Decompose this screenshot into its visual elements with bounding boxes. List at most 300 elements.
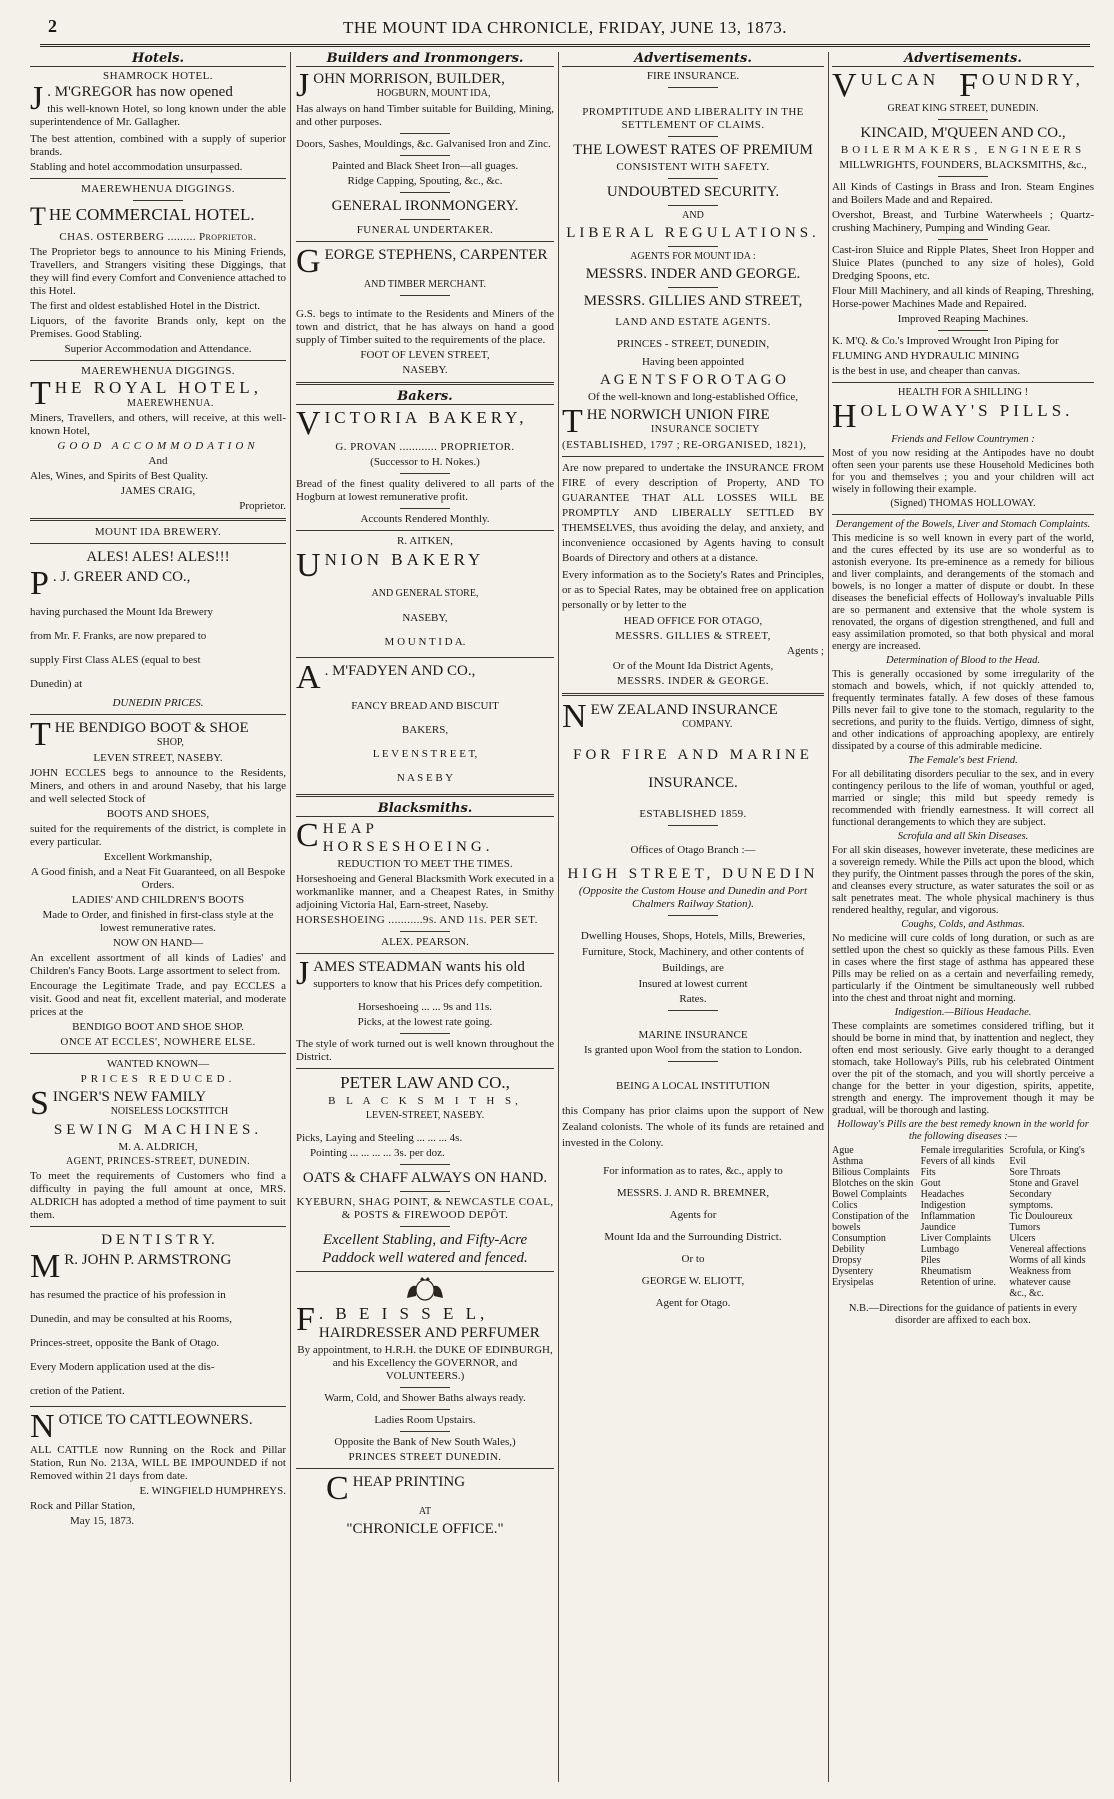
- list-item: Sore Throats: [1009, 1167, 1061, 1178]
- royal-crest-icon: [403, 1276, 447, 1302]
- drop-cap: V: [832, 70, 857, 101]
- ad-body: LADIES' AND CHILDREN'S BOOTS: [71, 894, 245, 906]
- ad-title: PETER LAW AND CO.,: [340, 1073, 510, 1092]
- victoria-bakery-ad: [296, 408, 554, 526]
- cattle-notice-ad: [30, 1411, 286, 1528]
- ad-body: Is granted upon Wool from the station to London.: [584, 1044, 802, 1056]
- list-item: Inflammation: [920, 1211, 976, 1222]
- ad-body: To meet the requirements of Customers who find a difficulty in paying the full amount at once, MRS. ALDRICH has adopted a method of time payment to suit them.: [30, 1170, 286, 1221]
- divider: [400, 1164, 450, 1165]
- divider: [668, 178, 718, 179]
- spacer: [562, 1015, 824, 1027]
- ad-body: Flour Mill Machinery, and all kinds of Reaping, Threshing, Horse-power Machines Made and Repaired.: [832, 285, 1094, 310]
- ad-body: KYEBURN, SHAG POINT, & NEWCASTLE COAL, & POSTS & FIREWOOD DEPÔT.: [296, 1196, 554, 1221]
- diseases-column-2: [921, 1145, 1006, 1299]
- list-item: Ague: [832, 1145, 854, 1156]
- ad-body: K. M'Q. & Co.'s Improved Wrought Iron Piping for: [832, 335, 1059, 347]
- section-heading: Hotels.: [30, 52, 286, 67]
- ad-title: . J. GREER AND CO.,: [52, 569, 191, 585]
- ad-body: By appointment, to H.R.H. the DUKE OF EDINBURGH, and his Excellency the GOVERNOR, and VOLUNTEERS.): [297, 1344, 553, 1382]
- proprietor-line: CHAS. OSTERBERG ......... Proprietor.: [59, 231, 257, 243]
- ad-subtitle: NOISELESS LOCKSTITCH: [110, 1106, 229, 1117]
- ad-title: . B E I S S E L,: [318, 1304, 489, 1323]
- ad-body: Superior Accommodation and Attendance.: [64, 343, 252, 355]
- ad-body: CONSISTENT WITH SAFETY.: [616, 161, 770, 173]
- list-item: Weakness from whatever cause: [1009, 1266, 1072, 1288]
- ad-body: These complaints are sometimes considered trifling, but it should be borne in mind that, by inattention and neglect, they often end most seriously. Give early thought to a deranged stomach, take Holloway's Pills, rub his celebrated Ointment over the pit of the stomach, and you will shortly perceive a change for the better in your digestion, spirits, appetite, strength and energy. The improvement though it may be gradual, will be thorough and lasting.: [832, 1021, 1094, 1116]
- ad-body: And: [148, 455, 168, 467]
- spacer: [562, 92, 824, 104]
- ad-body: Ales, Wines, and Spirits of Best Quality.: [30, 470, 208, 482]
- spacer: [562, 794, 824, 806]
- ad-title: HEAP HORSESHOEING.: [322, 821, 494, 855]
- list-item: Gout: [920, 1178, 941, 1189]
- ad-body: LAND AND ESTATE AGENTS.: [615, 316, 771, 328]
- ad-body: FUNERAL UNDERTAKER.: [356, 224, 494, 236]
- divider: [400, 1033, 450, 1034]
- drop-cap: G: [296, 246, 321, 277]
- ad-heading: SHAMROCK HOTEL.: [103, 70, 213, 82]
- list-item: Bowel Complaints: [832, 1189, 907, 1200]
- drop-cap: C: [296, 820, 319, 854]
- ad-body: Mount Ida and the Surrounding District.: [604, 1231, 782, 1243]
- ad-body: Friends and Fellow Countrymen :: [891, 434, 1035, 445]
- royal-hotel-ad: [30, 365, 286, 513]
- drop-cap: T: [30, 378, 51, 410]
- ad-body: FOOT OF LEVEN STREET,: [360, 349, 490, 361]
- ad-body: BEING A LOCAL INSTITUTION: [616, 1080, 770, 1092]
- spacer: [562, 766, 824, 772]
- list-item: Stone and Gravel: [1009, 1178, 1079, 1189]
- spacer: [296, 1124, 554, 1130]
- drop-cap: P: [30, 568, 49, 599]
- cheap-printing-ad: [296, 1473, 554, 1538]
- ad-body: HORSESHOEING ...........9s. AND 11s. PER SET.: [296, 914, 538, 926]
- ad-title: R. JOHN P. ARMSTRONG: [64, 1252, 232, 1268]
- ad-body: THE LOWEST RATES OF PREMIUM: [573, 142, 813, 158]
- ad-body: Has always on hand Timber suitable for Building, Mining, and other purposes.: [296, 103, 554, 128]
- masthead-rule: [40, 44, 1090, 47]
- list-item: Piles: [920, 1255, 941, 1266]
- divider: [30, 360, 286, 361]
- divider: [400, 1387, 450, 1388]
- ad-subtitle: MAEREWHENUA.: [127, 398, 214, 409]
- list-item: Lumbago: [920, 1244, 959, 1255]
- ad-title: . M'FADYEN AND CO.,: [324, 663, 476, 679]
- ad-body: Cast-iron Sluice and Ripple Plates, Sheet Iron Hopper and Sluice Plates (punched to any size of holes), Gold Dredging Spoons, etc.: [832, 244, 1094, 282]
- drop-cap: J: [296, 70, 310, 101]
- spacer: [296, 993, 554, 999]
- ad-subtitle: SHOP,: [156, 737, 184, 748]
- ad-subhead: Coughs, Colds, and Asthmas.: [901, 919, 1025, 930]
- diseases-column-3: [1009, 1145, 1094, 1299]
- ad-heading: MAEREWHENUA DIGGINGS.: [81, 365, 235, 377]
- ad-body: M O U N T I D A.: [384, 636, 466, 648]
- divider: [30, 1226, 286, 1227]
- ad-body: Miners, Travellers, and others, will receive, at this well-known Hotel,: [30, 412, 286, 437]
- ad-body: MESSRS. INDER & GEORGE.: [617, 675, 769, 687]
- ad-body: The first and oldest established Hotel in the District.: [30, 300, 261, 312]
- ad-body: The Proprietor begs to announce to his Mining Friends, Travellers, and Strangers visiting these Diggings, that they will find every Comfort and Convenience attached to this Hotel.: [30, 246, 286, 297]
- divider: [296, 1068, 554, 1069]
- peter-law-ad: [296, 1073, 554, 1267]
- divider: [296, 241, 554, 242]
- section-heading: Advertisements.: [832, 52, 1094, 67]
- divider: [30, 714, 286, 715]
- ad-body: Warm, Cold, and Shower Baths always ready.: [324, 1392, 526, 1404]
- ad-body: WANTED KNOWN—: [106, 1058, 210, 1070]
- ad-body: Excellent Workmanship,: [103, 851, 213, 863]
- ad-body: Or to: [681, 1253, 705, 1265]
- singer-machines-ad: [30, 1058, 286, 1222]
- list-item: Jaundice: [920, 1222, 956, 1233]
- ad-body: BAKERS,: [401, 724, 449, 736]
- ad-subtitle: AND GENERAL STORE,: [371, 588, 479, 599]
- ad-body: GOOD ACCOMMODATION: [57, 440, 259, 452]
- drop-cap: T: [30, 205, 46, 229]
- ad-body: BOILERMAKERS, ENGINEERS: [840, 144, 1086, 156]
- ad-body: Are now prepared to undertake the INSURANCE FROM FIRE of every description of Property, AND TO GUARANTEE THAT ALL LOSSES WILL BE PROMPTLY AND LIBERALLY SETTLED BY THEMSELVES, thus avoiding the delay, and anxiety, and inconvenience occasioned by Agents having to consult Boards of Directory and others at a distance.: [562, 462, 824, 564]
- ad-body: MILLWRIGHTS, FOUNDERS, BLACKSMITHS, &c.,: [839, 159, 1087, 171]
- ad-body: cretion of the Patient.: [30, 1385, 125, 1397]
- signature: JAMES CRAIG,: [120, 485, 196, 497]
- divider: [832, 514, 1094, 515]
- section-heading: Advertisements.: [562, 52, 824, 67]
- divider: [133, 200, 183, 201]
- ad-title: EW ZEALAND INSURANCE: [590, 702, 778, 718]
- ad-body: R. AITKEN,: [397, 535, 453, 547]
- ad-body: LEVEN STREET, NASEBY.: [93, 752, 223, 764]
- divider: [668, 246, 718, 247]
- page-number: 2: [48, 16, 58, 36]
- mcfadyen-bakers-ad: [296, 662, 554, 789]
- list-item: Dropsy: [832, 1255, 862, 1266]
- column-divider: [828, 52, 829, 1782]
- ad-subtitle: HOGBURN, MOUNT IDA,: [376, 88, 491, 99]
- ad-body: Agent for Otago.: [655, 1297, 731, 1309]
- divider: [30, 1406, 286, 1407]
- drop-cap: N: [562, 701, 587, 732]
- divider: [400, 508, 450, 509]
- divider: [832, 382, 1094, 383]
- drop-cap: V: [296, 408, 321, 439]
- masthead: [40, 14, 1090, 40]
- ad-body: PRINCES STREET DUNEDIN.: [348, 1451, 502, 1463]
- ad-body: PROMPTITUDE AND LIBERALITY IN THE SETTLEMENT OF CLAIMS.: [582, 106, 804, 131]
- ad-title: ICTORIA BAKERY,: [324, 408, 528, 427]
- list-item: Fevers of all kinds: [920, 1156, 995, 1167]
- ad-body: L E V E N S T R E E T,: [372, 748, 478, 760]
- ad-body: Stabling and hotel accommodation unsurpassed.: [30, 161, 243, 173]
- morrison-builder-ad: [296, 70, 554, 237]
- ad-title: HE COMMERCIAL HOTEL.: [48, 205, 255, 224]
- divider: [30, 1053, 286, 1054]
- ad-footnote: N.B.—Directions for the guidance of patients in every disorder are affixed to each box.: [848, 1303, 1078, 1326]
- diseases-list: [832, 1145, 1094, 1299]
- list-item: Headaches: [920, 1189, 964, 1200]
- divider: [668, 287, 718, 288]
- spacer: [562, 920, 824, 926]
- ad-body: An excellent assortment of all kinds of Ladies' and Children's Fancy Boots. Large assortment to select from.: [30, 952, 286, 977]
- drop-cap: H: [832, 401, 857, 432]
- ad-body: This is generally occasioned by some irregularity of the stomach and bowels, which, if not quickly attended to, frequently terminates fatally. A few doses of these famous Pills never fail to give tone to the stomach, regularity to the secretions, and purity to the fluids. Vertigo, dimness of sight, and other indications of approaching apoplexy, are entirely dissipated by a course of this admirable medicine.: [832, 669, 1094, 752]
- divider: [668, 1061, 718, 1062]
- ad-body: Painted and Black Sheet Iron—all guages.: [331, 160, 519, 172]
- list-item: Tic Douloureux: [1009, 1211, 1073, 1222]
- ad-body: (Signed) THOMAS HOLLOWAY.: [890, 498, 1036, 509]
- list-item: Worms of all kinds: [1009, 1255, 1086, 1266]
- column-divider: [558, 52, 559, 1782]
- column-divider: [290, 52, 291, 1782]
- ad-body: A G E N T S F O R O T A G O: [599, 372, 787, 388]
- list-item: Scrofula, or King's Evil: [1009, 1145, 1085, 1167]
- drop-cap: F: [296, 1304, 315, 1338]
- ad-body: MESSRS. J. AND R. BREMNER,: [616, 1187, 770, 1199]
- signature-role: Proprietor.: [239, 500, 286, 512]
- ad-body: (Opposite the Custom House and Dunedin and Port Chalmers Railway Station).: [578, 885, 808, 910]
- ad-body: Every Modern application used at the dis-: [30, 1361, 215, 1373]
- ad-heading: MAEREWHENUA DIGGINGS.: [81, 183, 235, 195]
- ad-heading: D E N T I S T R Y.: [101, 1232, 215, 1248]
- ad-title: HE BENDIGO BOOT & SHOE: [54, 720, 249, 736]
- divider: [400, 133, 450, 134]
- ad-body: NOW ON HAND—: [112, 937, 204, 949]
- ad-body: This medicine is so well known in every part of the world, and the cures effected by its use are so wonderful as to astonish everyone. Its pre-eminence as a remedy for bilious and liver complaints, and derangements of the stomach and bowels, is no longer a matter of dispute or doubt. In these diseases the beneficial effects of Holloway's invaluable Pills are so permanent and extensive that the whole system is renovated, the organs of digestion strengthened, and full and easy assimilation promoted, so that both physical and moral energy are increased.: [832, 533, 1094, 652]
- vulcan-foundry-ad: [832, 70, 1094, 378]
- ad-body: Agents ;: [787, 645, 824, 657]
- list-item: Tumors: [1009, 1222, 1041, 1233]
- ad-body: MESSRS. GILLIES & STREET,: [615, 630, 771, 642]
- divider: [400, 1409, 450, 1410]
- beissel-hairdresser-ad: [296, 1276, 554, 1464]
- list-item: Secondary symptoms.: [1009, 1189, 1053, 1211]
- ad-body: Bread of the finest quality delivered to all parts of the Hogburn at lowest remunerative profit.: [296, 478, 554, 503]
- ad-title: OUNDRY,: [982, 70, 1084, 89]
- ad-body: this Company has prior claims upon the support of New Zealand colonists. The whole of its funds are retained and invested in the Colony.: [562, 1105, 824, 1149]
- ad-body: Horseshoeing ... ... 9s and 11s.: [357, 1001, 493, 1013]
- ad-body: N A S E B Y: [396, 772, 454, 784]
- list-item: &c., &c.: [1009, 1288, 1044, 1299]
- ad-title: . M'GREGOR has now opened: [47, 84, 233, 100]
- list-item: Consumption: [832, 1233, 886, 1244]
- ad-body: NASEBY.: [402, 364, 448, 376]
- divider: [400, 1226, 450, 1227]
- ad-heading: HEALTH FOR A SHILLING !: [897, 387, 1029, 398]
- ad-body: FLUMING AND HYDRAULIC MINING: [832, 350, 1020, 362]
- spacer: [562, 1095, 824, 1101]
- ad-title: EORGE STEPHENS, CARPENTER: [324, 247, 548, 263]
- norwich-union-ad: [562, 406, 824, 688]
- proprietor-line: G. PROVAN ............ PROPRIETOR.: [335, 441, 515, 453]
- union-bakery-ad: [296, 535, 554, 653]
- divider: [668, 205, 718, 206]
- ad-subhead: Holloway's Pills are the best remedy known in the world for the following diseases :—: [837, 1119, 1089, 1142]
- list-item: Rheumatism: [920, 1266, 972, 1277]
- ad-body: For information as to rates, &c., apply to: [603, 1165, 783, 1177]
- ad-body: supply First Class ALES (equal to best: [30, 654, 201, 666]
- brewery-ad: [30, 526, 286, 710]
- divider: [400, 155, 450, 156]
- divider: [668, 87, 718, 88]
- ad-body: For all skin diseases, however inveterate, these medicines are a sovereign remedy. While the Pills act upon the blood, which they purify, the Ointment passes through the pores of the skin, and cleanses every structure, as water saturates the soil or as salt penetrates meat. The whole physical machinery is thus rendered healthy, regular, and vigorous.: [832, 845, 1094, 916]
- ad-body: DUNEDIN PRICES.: [112, 697, 204, 709]
- ad-body: JOHN ECCLES begs to announce to the Residents, Miners, and others in and around Naseby, that his large and well selected Stock of: [30, 767, 286, 805]
- ad-body: is the best in use, and cheaper than canvas.: [832, 365, 1021, 377]
- ad-title: OLLOWAY'S PILLS.: [860, 401, 1074, 420]
- ad-body: MESSRS. GILLIES AND STREET,: [583, 293, 803, 309]
- ad-body: Improved Reaping Machines.: [897, 313, 1029, 325]
- ad-body: Pointing ... ... ... ... 3s. per doz.: [310, 1147, 445, 1159]
- fire-insurance-ad: [562, 70, 824, 283]
- ad-body: GENERAL IRONMONGERY.: [331, 198, 519, 214]
- list-item: Bilious Complaints: [832, 1167, 910, 1178]
- list-item: Dysentery: [832, 1266, 874, 1277]
- list-item: Female irregularities: [920, 1145, 1004, 1156]
- ad-body: Horseshoeing and General Blacksmith Work executed in a workmanlike manner, and a Cheapest Rates, in Smithy adjoining Victoria Hal, Earn-street, Naseby.: [296, 873, 554, 911]
- ad-body: Rates.: [679, 993, 707, 1005]
- ad-body: A Good finish, and a Neat Fit Guaranteed, on all Bespoke Orders.: [30, 866, 286, 891]
- divider: [668, 136, 718, 137]
- ad-body: supporters to know that his Prices defy competition.: [313, 978, 543, 990]
- divider: [296, 657, 554, 658]
- list-item: Debility: [832, 1244, 865, 1255]
- ad-body: has resumed the practice of his profession in: [30, 1289, 226, 1301]
- ad-subtitle: COMPANY.: [682, 719, 733, 730]
- ad-body: UNDOUBTED SECURITY.: [606, 184, 780, 200]
- drop-cap: T: [30, 719, 51, 750]
- ad-body: Picks, Laying and Steeling ... ... ... 4s.: [296, 1132, 463, 1144]
- list-item: Asthma: [832, 1156, 864, 1167]
- ad-body: Overshot, Breast, and Turbine Waterwheels ; Quartz-crushing Machinery, Pumping and Winding Gear.: [832, 209, 1094, 234]
- ad-body: The style of work turned out is well known throughout the District.: [296, 1038, 554, 1063]
- divider: [296, 1468, 554, 1469]
- list-item: Blotches on the skin: [832, 1178, 914, 1189]
- column-3: [562, 52, 824, 1782]
- ad-heading: MOUNT IDA BREWERY.: [94, 526, 222, 538]
- ad-body: INSURANCE.: [648, 775, 738, 791]
- list-item: Venereal affections: [1009, 1244, 1087, 1255]
- bendigo-shoe-ad: [30, 719, 286, 1049]
- ad-body: ALL CATTLE now Running on the Rock and Pillar Station, Run No. 213A, WILL BE IMPOUNDED if not Removed within 21 days from date.: [30, 1444, 286, 1482]
- divider: [938, 176, 988, 177]
- column-2: [296, 52, 554, 1782]
- section-heading: Blacksmiths.: [296, 802, 554, 817]
- divider: [400, 1191, 450, 1192]
- ad-body: Insured at lowest current: [638, 978, 748, 990]
- ad-body: BOOTS AND SHOES,: [106, 808, 210, 820]
- ad-body: from Mr. F. Franks, are now prepared to: [30, 630, 207, 642]
- diseases-column-1: [832, 1145, 917, 1299]
- ad-subtitle: GREAT KING STREET, DUNEDIN.: [887, 103, 1039, 114]
- dentistry-ad: [30, 1231, 286, 1402]
- ad-body: Or of the Mount Ida District Agents,: [612, 660, 774, 672]
- drop-cap: J: [296, 958, 310, 992]
- ad-body: Of the well-known and long-established Office,: [588, 391, 798, 403]
- divider: [296, 794, 554, 797]
- divider: [296, 953, 554, 954]
- drop-cap: S: [30, 1088, 49, 1119]
- ad-body: For all debilitating disorders peculiar to the sex, and in every contingency perilous to the life of woman, youthful or aged, married or single; this mild but speedy remedy is recommended with friendly earnestness. It will correct all functional derangements to which they are subject.: [832, 769, 1094, 828]
- divider: [400, 192, 450, 193]
- drop-cap: C: [326, 1473, 349, 1504]
- divider: [668, 825, 718, 826]
- newspaper-title: THE MOUNT IDA CHRONICLE, FRIDAY, JUNE 13, 1873.: [343, 18, 787, 37]
- ad-title: NION BAKERY: [324, 550, 485, 569]
- ad-title: OTICE TO CATTLEOWNERS.: [58, 1412, 253, 1428]
- ad-body: Liquors, of the favorite Brands only, kept on the Premises. Good Stabling.: [30, 315, 286, 340]
- spacer: [562, 732, 824, 744]
- column-4: [832, 52, 1094, 1782]
- divider: [938, 119, 988, 120]
- divider: [400, 473, 450, 474]
- ad-body: this well-known Hotel, so long known under the able superintendence of Mr. Gallagher.: [30, 103, 286, 128]
- divider: [400, 219, 450, 220]
- list-item: Retention of urine.: [920, 1277, 996, 1288]
- divider: [400, 1431, 450, 1432]
- divider: [562, 693, 824, 696]
- ad-body: Princes-street, opposite the Bank of Otago.: [30, 1337, 220, 1349]
- ad-body: Ridge Capping, Spouting, &c., &c.: [347, 175, 503, 187]
- ad-body: FOR FIRE AND MARINE: [573, 747, 813, 763]
- divider: [668, 1010, 718, 1011]
- ad-body: Picks, at the lowest rate going.: [357, 1016, 493, 1028]
- commercial-hotel-ad: [30, 183, 286, 356]
- ad-body: GEORGE W. ELIOTT,: [641, 1275, 745, 1287]
- ad-title: HE ROYAL HOTEL,: [54, 378, 262, 397]
- section-heading: Builders and Ironmongers.: [296, 52, 554, 67]
- divider: [938, 239, 988, 240]
- nz-insurance-ad: [562, 701, 824, 1313]
- list-item: Liver Complaints: [920, 1233, 991, 1244]
- ad-body: having purchased the Mount Ida Brewery: [30, 606, 213, 618]
- ad-body: Made to Order, and finished in first-class style at the lowest remunerative rates.: [42, 909, 274, 934]
- ad-body: OATS & CHAFF ALWAYS ON HAND.: [302, 1170, 548, 1186]
- ad-body: SEWING MACHINES.: [53, 1122, 263, 1138]
- column-1: [30, 52, 286, 1782]
- ad-body: NASEBY,: [402, 612, 448, 624]
- drop-cap: M: [30, 1251, 61, 1282]
- ad-body: ALES! ALES! ALES!!!: [86, 549, 230, 565]
- horseshoeing-ad: [296, 820, 554, 949]
- ad-body: Doors, Sashes, Mouldings, &c. Galvanised Iron and Zinc.: [296, 138, 551, 150]
- shamrock-hotel-ad: [30, 70, 286, 174]
- ad-body: AGENTS FOR MOUNT IDA :: [630, 251, 756, 262]
- drop-cap: A: [296, 662, 321, 693]
- ad-body: Excellent Stabling, and Fifty-Acre Paddock well watered and fenced.: [322, 1232, 528, 1266]
- spacer: [562, 1066, 824, 1078]
- ad-body: No medicine will cure colds of long duration, or such as are settled upon the chest so quickly as these famous Pills. Even in cases where the first stage of asthma has appeared these Pills may be relied on as a certain and neverfailing remedy, particularly if the Ointment be simultaneously well rubbed into the chest and throat night and morning.: [832, 933, 1094, 1004]
- ad-body: ESTABLISHED 1859.: [639, 808, 747, 820]
- ad-body: (Successor to H. Nokes.): [370, 456, 480, 468]
- ad-body: (ESTABLISHED, 1797 ; RE-ORGANISED, 1821),: [562, 439, 807, 451]
- ad-body: May 15, 1873.: [70, 1515, 135, 1527]
- ad-body: Agents for: [669, 1209, 717, 1221]
- drop-cap: F: [959, 70, 979, 101]
- divider: [296, 1271, 554, 1272]
- ad-body: Every information as to the Society's Rates and Principles, or as to Special Rates, may be obtained free on application personally or by letter to the: [562, 569, 824, 611]
- divider: [400, 295, 450, 296]
- steadman-ad: [296, 958, 554, 1064]
- divider: [296, 530, 554, 531]
- signature: E. WINGFIELD HUMPHREYS.: [139, 1485, 286, 1497]
- list-item: Indigestion: [920, 1200, 966, 1211]
- ad-body: All Kinds of Castings in Brass and Iron. Steam Engines and Boilers Made and and Repaired.: [832, 181, 1094, 206]
- section-heading: Bakers.: [296, 390, 554, 405]
- ad-title: HEAP PRINTING: [352, 1474, 466, 1490]
- ad-body: MARINE INSURANCE: [638, 1029, 748, 1041]
- ad-body: AND: [682, 210, 704, 221]
- drop-cap: J: [30, 83, 44, 117]
